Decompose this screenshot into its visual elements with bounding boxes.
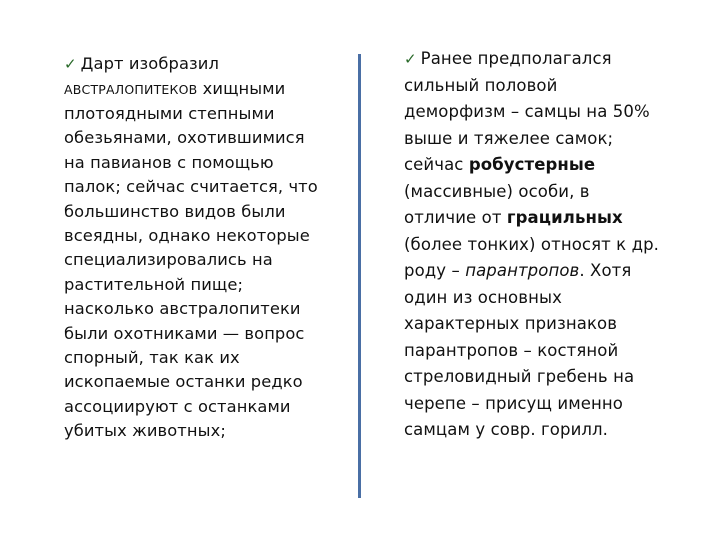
left-text-line: были охотниками — вопрос [64, 323, 305, 343]
left-line-1-text: Дарт изобразил [80, 54, 219, 73]
right-line-14: черепе – присущ именно [404, 393, 624, 413]
right-line-9 [404, 258, 631, 285]
term-paranthropus: парантропов [465, 261, 580, 280]
term-gracile: грацильных [506, 208, 623, 227]
left-text-line: специализировались на [64, 250, 273, 270]
right-line-5 [404, 152, 595, 179]
right-line-7 [404, 205, 623, 232]
left-text-line: всеядны, однако некоторые [64, 226, 310, 245]
right-line-8: (более тонких) относят к др. [404, 234, 660, 254]
right-line-4: выше и тяжелее самок; [404, 128, 614, 148]
right-line-9-pre: роду – [404, 261, 466, 280]
left-text-line: большинство видов были [64, 201, 286, 221]
left-text-line: плотоядными степными [64, 104, 275, 123]
checkmark-icon: ✓ [64, 55, 77, 73]
left-text-line: ископаемые останки редко [64, 372, 303, 392]
left-text-line: спорный, так как их [64, 348, 240, 367]
left-text-line: обезьянами, охотившимися [64, 128, 305, 148]
column-divider [358, 54, 361, 498]
left-text-line: насколько австралопитеки [64, 299, 301, 319]
checkmark-icon: ✓ [404, 50, 417, 68]
left-text-line: на павианов с помощью [64, 152, 274, 172]
right-line-7-pre: отличие от [404, 208, 507, 227]
right-line-11: характерных признаков [404, 314, 618, 333]
right-line-5-pre: сейчас [404, 155, 469, 174]
left-line-2-rest: хищными [197, 79, 286, 98]
right-line-1 [404, 46, 612, 73]
left-line-1 [64, 52, 219, 77]
right-line-1-text: Ранее предполагался [420, 49, 612, 68]
right-line-13: стреловидный гребень на [404, 367, 635, 386]
right-line-15: самцам у совр. горилл. [404, 420, 609, 439]
right-line-2: сильный половой [404, 75, 558, 95]
left-text-line: ассоциируют с останками [64, 396, 291, 416]
right-line-10: один из основных [404, 287, 562, 307]
left-text-line: растительной пище; [64, 274, 244, 294]
right-line-12: парантропов – костяной [404, 340, 619, 360]
left-text-line: убитых животных; [64, 421, 226, 441]
left-smallcaps-word: АВСТРАЛОПИТЕКОВ [64, 82, 198, 97]
term-robust: робустерные [468, 155, 596, 174]
right-line-9-post: . Хотя [579, 261, 632, 280]
left-text-line: палок; сейчас считается, что [64, 177, 318, 197]
left-line-2 [64, 77, 285, 102]
right-line-3: деморфизм – самцы на 50% [404, 102, 650, 121]
right-line-6: (массивные) особи, в [404, 181, 590, 201]
